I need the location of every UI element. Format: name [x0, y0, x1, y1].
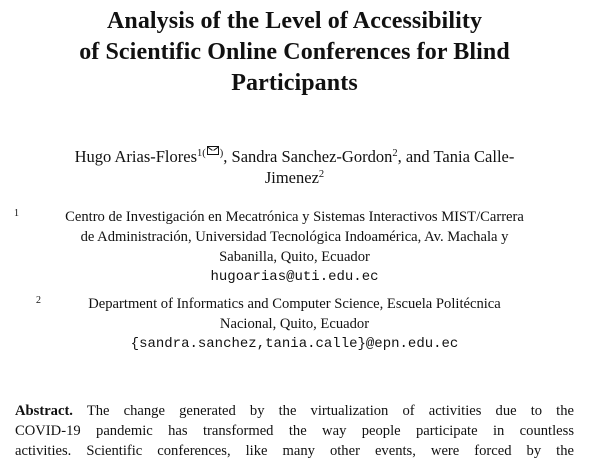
abstract: [15, 401, 574, 461]
abstract-line-2: COVID-19 pandemic has transformed the way people participate in countless: [15, 423, 574, 439]
abstract-line-3: activities. Scientific conferences, like many other events, were forced by the: [15, 443, 574, 459]
title-line-2: of Scientific Online Conferences for Blind: [79, 39, 510, 65]
envelope-icon[interactable]: [207, 146, 219, 155]
author-name-3-part1: Tania Calle-: [433, 147, 515, 166]
author-1-affil-mark: 1( ): [197, 148, 224, 159]
affiliation-1-line-1: Centro de Investigación en Mecatrónica y Sistemas Interactivos MIST/Carrera: [65, 209, 524, 225]
affiliation-1-line-2: de Administración, Universidad Tecnológica Indoamérica, Av. Machala y: [80, 229, 509, 245]
author-name-1: Hugo Arias-Flores: [74, 147, 198, 166]
affiliation-2-line-1: Department of Informatics and Computer Science, Escuela Politécnica: [88, 296, 501, 312]
affiliation-1-line-3: Sabanilla, Quito, Ecuador: [219, 249, 370, 265]
author-line-2: [30, 167, 559, 188]
author-name-2: Sandra Sanchez-Gordon: [231, 147, 393, 166]
affiliation-2-line-2: Nacional, Quito, Ecuador: [219, 316, 370, 332]
affiliation-2: [14, 294, 575, 354]
author-2-affil-mark: 2: [392, 148, 398, 159]
abstract-line-1: Abstract. The change generated by the virtualization of activities due to the: [15, 403, 575, 419]
affiliation-1-email[interactable]: hugoarias@uti.edu.ec: [210, 269, 379, 285]
affiliation-2-mark: 2: [36, 295, 41, 306]
paper-title: [20, 6, 569, 99]
affiliation-1-mark: 1: [14, 208, 19, 219]
author-line-1: Hugo Arias-Flores$^{1( )}$, Sandra Sanchez-Gordon$^2$, and Tania Calle-: [74, 147, 515, 166]
affiliation-2-email[interactable]: {sandra.sanchez,tania.calle}@epn.edu.ec: [130, 336, 459, 352]
abstract-label: Abstract.: [15, 403, 73, 419]
title-line-3: Participants: [231, 70, 358, 96]
author-list: [30, 146, 559, 188]
author-name-3-part2: Jimenez: [264, 168, 319, 187]
affiliation-1: [14, 207, 575, 287]
author-3-affil-mark: 2: [318, 169, 325, 180]
title-line-1: Analysis of the Level of Accessibility: [106, 8, 483, 34]
